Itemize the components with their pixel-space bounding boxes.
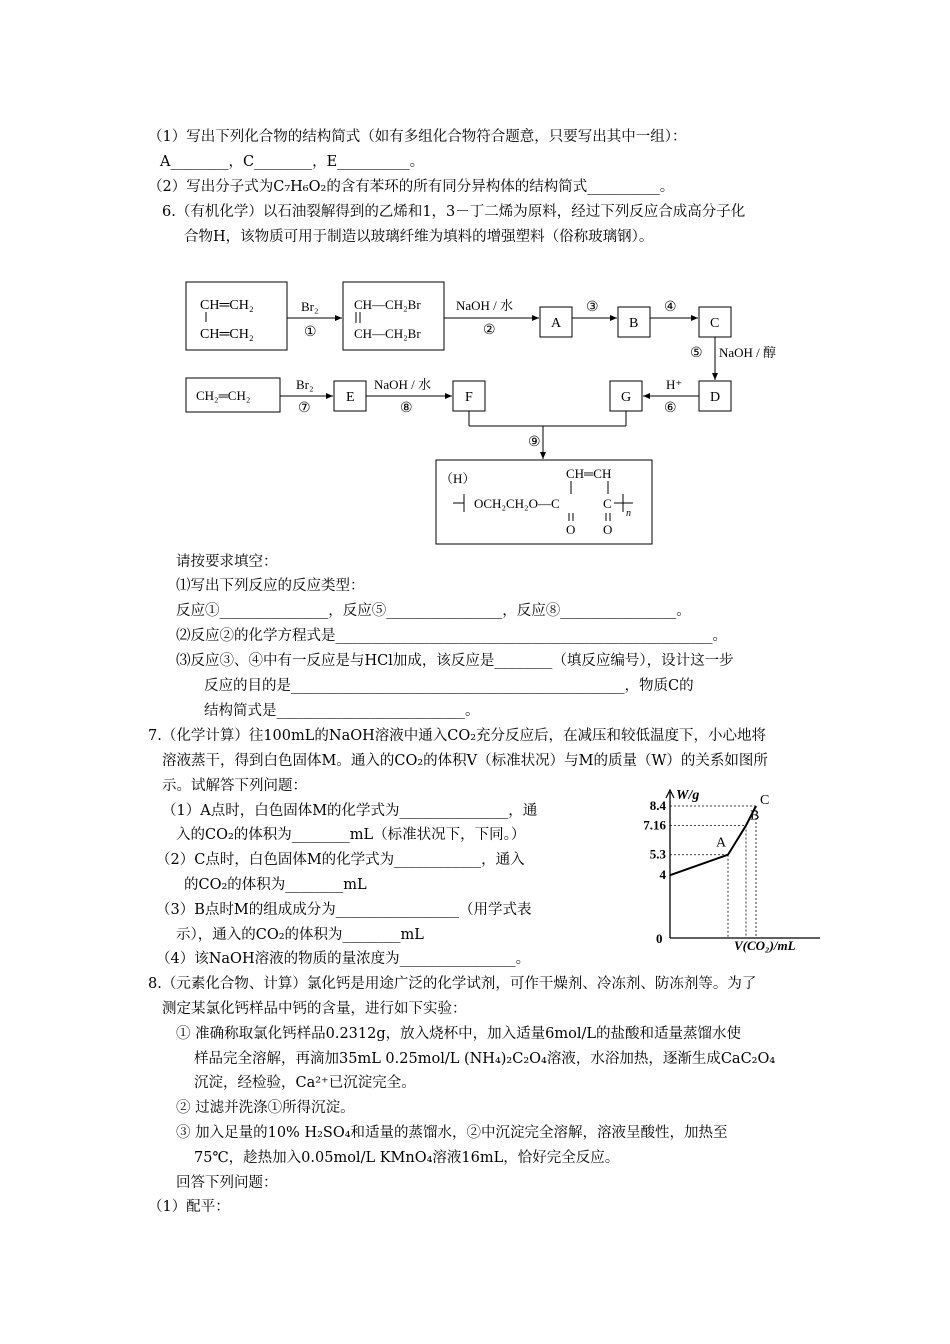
y-axis-label: W/g xyxy=(676,788,700,803)
polymer-n: n xyxy=(626,508,631,519)
q8-step1-c: 沉淀，经检验，Ca²⁺已沉淀完全。 xyxy=(194,1075,416,1091)
q6-part3-c: 结构简式是__________________________。 xyxy=(204,703,480,719)
butadiene-bottom: CH═CH₂ xyxy=(200,327,254,342)
q7-sub2-a: （2）C点时，白色固体M的化学式为____________，通入 xyxy=(156,852,525,868)
label-c: C xyxy=(710,316,720,331)
q6-fill-intro: 请按要求填空： xyxy=(176,554,278,570)
origin-label: 0 xyxy=(656,931,663,946)
q5-sub2-pre: （2）写出分子式为 xyxy=(148,179,274,195)
y-tick-7-16: 7.16 xyxy=(643,817,666,833)
q8-answer-1: （1）配平： xyxy=(148,1199,230,1215)
step-3: ③ xyxy=(586,300,599,315)
step-2: ② xyxy=(483,323,496,338)
step-8: ⑧ xyxy=(400,401,413,416)
reagent-h-plus: H⁺ xyxy=(666,377,683,392)
polymer-top-group: CH═CH xyxy=(566,466,612,481)
y-tick-5-3: 5.3 xyxy=(649,846,666,862)
carbonyl-o-left: O xyxy=(566,522,576,537)
reaction-scheme xyxy=(0,0,950,560)
q8-step2: ② 过滤并洗涤①所得沉淀。 xyxy=(176,1100,355,1116)
label-d: D xyxy=(710,390,721,405)
step-7: ⑦ xyxy=(298,401,311,416)
ethylene: CH₂═CH₂ xyxy=(196,388,251,403)
q8-step1-b: 样品完全溶解，再滴加35mL 0.25mol/L (NH₄)₂C₂O₄溶液，水浴加热，逐渐生成CaC₂O₄ xyxy=(194,1051,776,1067)
polymer-second-carbon: C xyxy=(603,496,612,511)
q8-step3-b: 75℃，趁热加入0.05mol/L KMnO₄溶液16mL，恰好完全反应。 xyxy=(194,1150,620,1166)
q6-intro-2: 合物H，该物质可用于制造以玻璃纤维为填料的增强塑料（俗称玻璃钢）。 xyxy=(184,229,654,245)
q7-sub3-b: 示），通入的CO₂的体积为________mL xyxy=(176,927,424,943)
co2-mass-chart xyxy=(640,780,830,958)
q5-answer-blanks: A________，C________，E__________。 xyxy=(160,154,425,170)
step-6: ⑥ xyxy=(664,401,677,416)
label-f: F xyxy=(465,390,473,405)
point-label-c: C xyxy=(760,793,770,808)
dibromide-bottom: CH—CH₂Br xyxy=(354,326,421,341)
q6-part1: ⑴写出下列反应的反应类型： xyxy=(176,578,365,594)
step-9: ⑨ xyxy=(528,435,541,450)
q8-step3-a: ③ 加入足量的10% H₂SO₄和适量的蒸馏水，②中沉淀完全溶解，溶液呈酸性，加热至 xyxy=(176,1125,728,1141)
step-5: ⑤ xyxy=(690,346,703,361)
carbonyl-o-right: O xyxy=(603,522,613,537)
q7-sub2-b: 的CO₂的体积为________mL xyxy=(184,877,367,893)
q6-part1-blanks: 反应①_______________，反应⑤________________，反应⑧________________。 xyxy=(176,603,691,619)
q6-intro-1: 6.（有机化学）以石油裂解得到的乙烯和1，3－丁二烯为原料，经过下列反应合成高分子化 xyxy=(162,204,746,220)
reagent-br2-a: Br₂ xyxy=(301,299,319,314)
point-label-a: A xyxy=(716,835,727,851)
y-tick-8-4: 8.4 xyxy=(649,798,666,813)
reagent-naoh-water-a: NaOH / 水 xyxy=(456,298,514,313)
label-e: E xyxy=(346,390,355,405)
q6-part3-b: 反应的目的是______________________________________________，物质C的 xyxy=(204,678,694,694)
q6-part2: ⑵反应②的化学方程式是____________________________________________________。 xyxy=(176,628,727,644)
polymer-label: （H） xyxy=(440,471,476,486)
q5-sub2-post: 的含有苯环的所有同分异构体的结构简式__________。 xyxy=(326,179,675,195)
label-b: B xyxy=(629,316,639,331)
q7-sub1-a: （1）A点时，白色固体M的化学式为_______________，通 xyxy=(162,803,538,819)
reagent-naoh-water-b: NaOH / 水 xyxy=(374,377,432,392)
x-axis-label: V(CO₂)/mL xyxy=(734,938,796,953)
q7-sub1-b: 入的CO₂的体积为________mL（标准状况下，下同。） xyxy=(176,827,526,843)
q7-sub4: （4）该NaOH溶液的物质的量浓度为________________。 xyxy=(156,951,531,967)
label-g: G xyxy=(621,390,632,405)
dibromide-top: CH—CH₂Br xyxy=(354,297,421,312)
label-a: A xyxy=(551,316,562,331)
q7-line-2: 溶液蒸干，得到白色固体M。通入的CO₂的体积V（标准状况）与M的质量（W）的关系如图所 xyxy=(162,753,768,769)
q5-sub1: （1）写出下列化合物的结构简式（如有多组化合物符合题意，只要写出其中一组）： xyxy=(148,129,687,145)
q7-sub3-a: （3）B点时M的组成成分为_________________（用学式表 xyxy=(156,902,532,918)
step-4: ④ xyxy=(664,300,677,315)
q7-line-1: 7.（化学计算）往100mL的NaOH溶液中通入CO₂充分反应后，在减压和较低温度下，小心地将 xyxy=(148,728,767,744)
polymer-main-chain: OCH₂CH₂O—C xyxy=(474,496,560,511)
y-tick-4: 4 xyxy=(659,867,666,883)
series-line xyxy=(670,806,756,875)
step-1: ① xyxy=(304,325,317,340)
q8-step1-a: ① 准确称取氯化钙样品0.2312g，放入烧杯中，加入适量6mol/L的盐酸和适量蒸馏水使 xyxy=(176,1026,741,1042)
q6-part3-a: ⑶反应③、④中有一反应是与HCl加成，该反应是________（填反应编号），设计这一步 xyxy=(176,653,734,669)
q8-line-2: 测定某氯化钙样品中钙的含量，进行如下实验： xyxy=(162,1001,467,1017)
reagent-naoh-alcohol: NaOH / 醇 xyxy=(719,345,777,360)
butadiene-top: CH═CH₂ xyxy=(200,298,254,313)
q8-answer-intro: 回答下列问题： xyxy=(176,1175,278,1191)
point-label-b: B xyxy=(750,808,760,824)
reagent-br2-b: Br₂ xyxy=(296,377,314,392)
q8-line-1: 8.（元素化合物、计算）氯化钙是用途广泛的化学试剂，可作干燥剂、冷冻剂、防冻剂等。为了 xyxy=(148,976,757,992)
q5-formula: C₇H₆O₂ xyxy=(273,179,327,195)
q7-line-3: 示。试解答下列问题： xyxy=(162,778,307,794)
